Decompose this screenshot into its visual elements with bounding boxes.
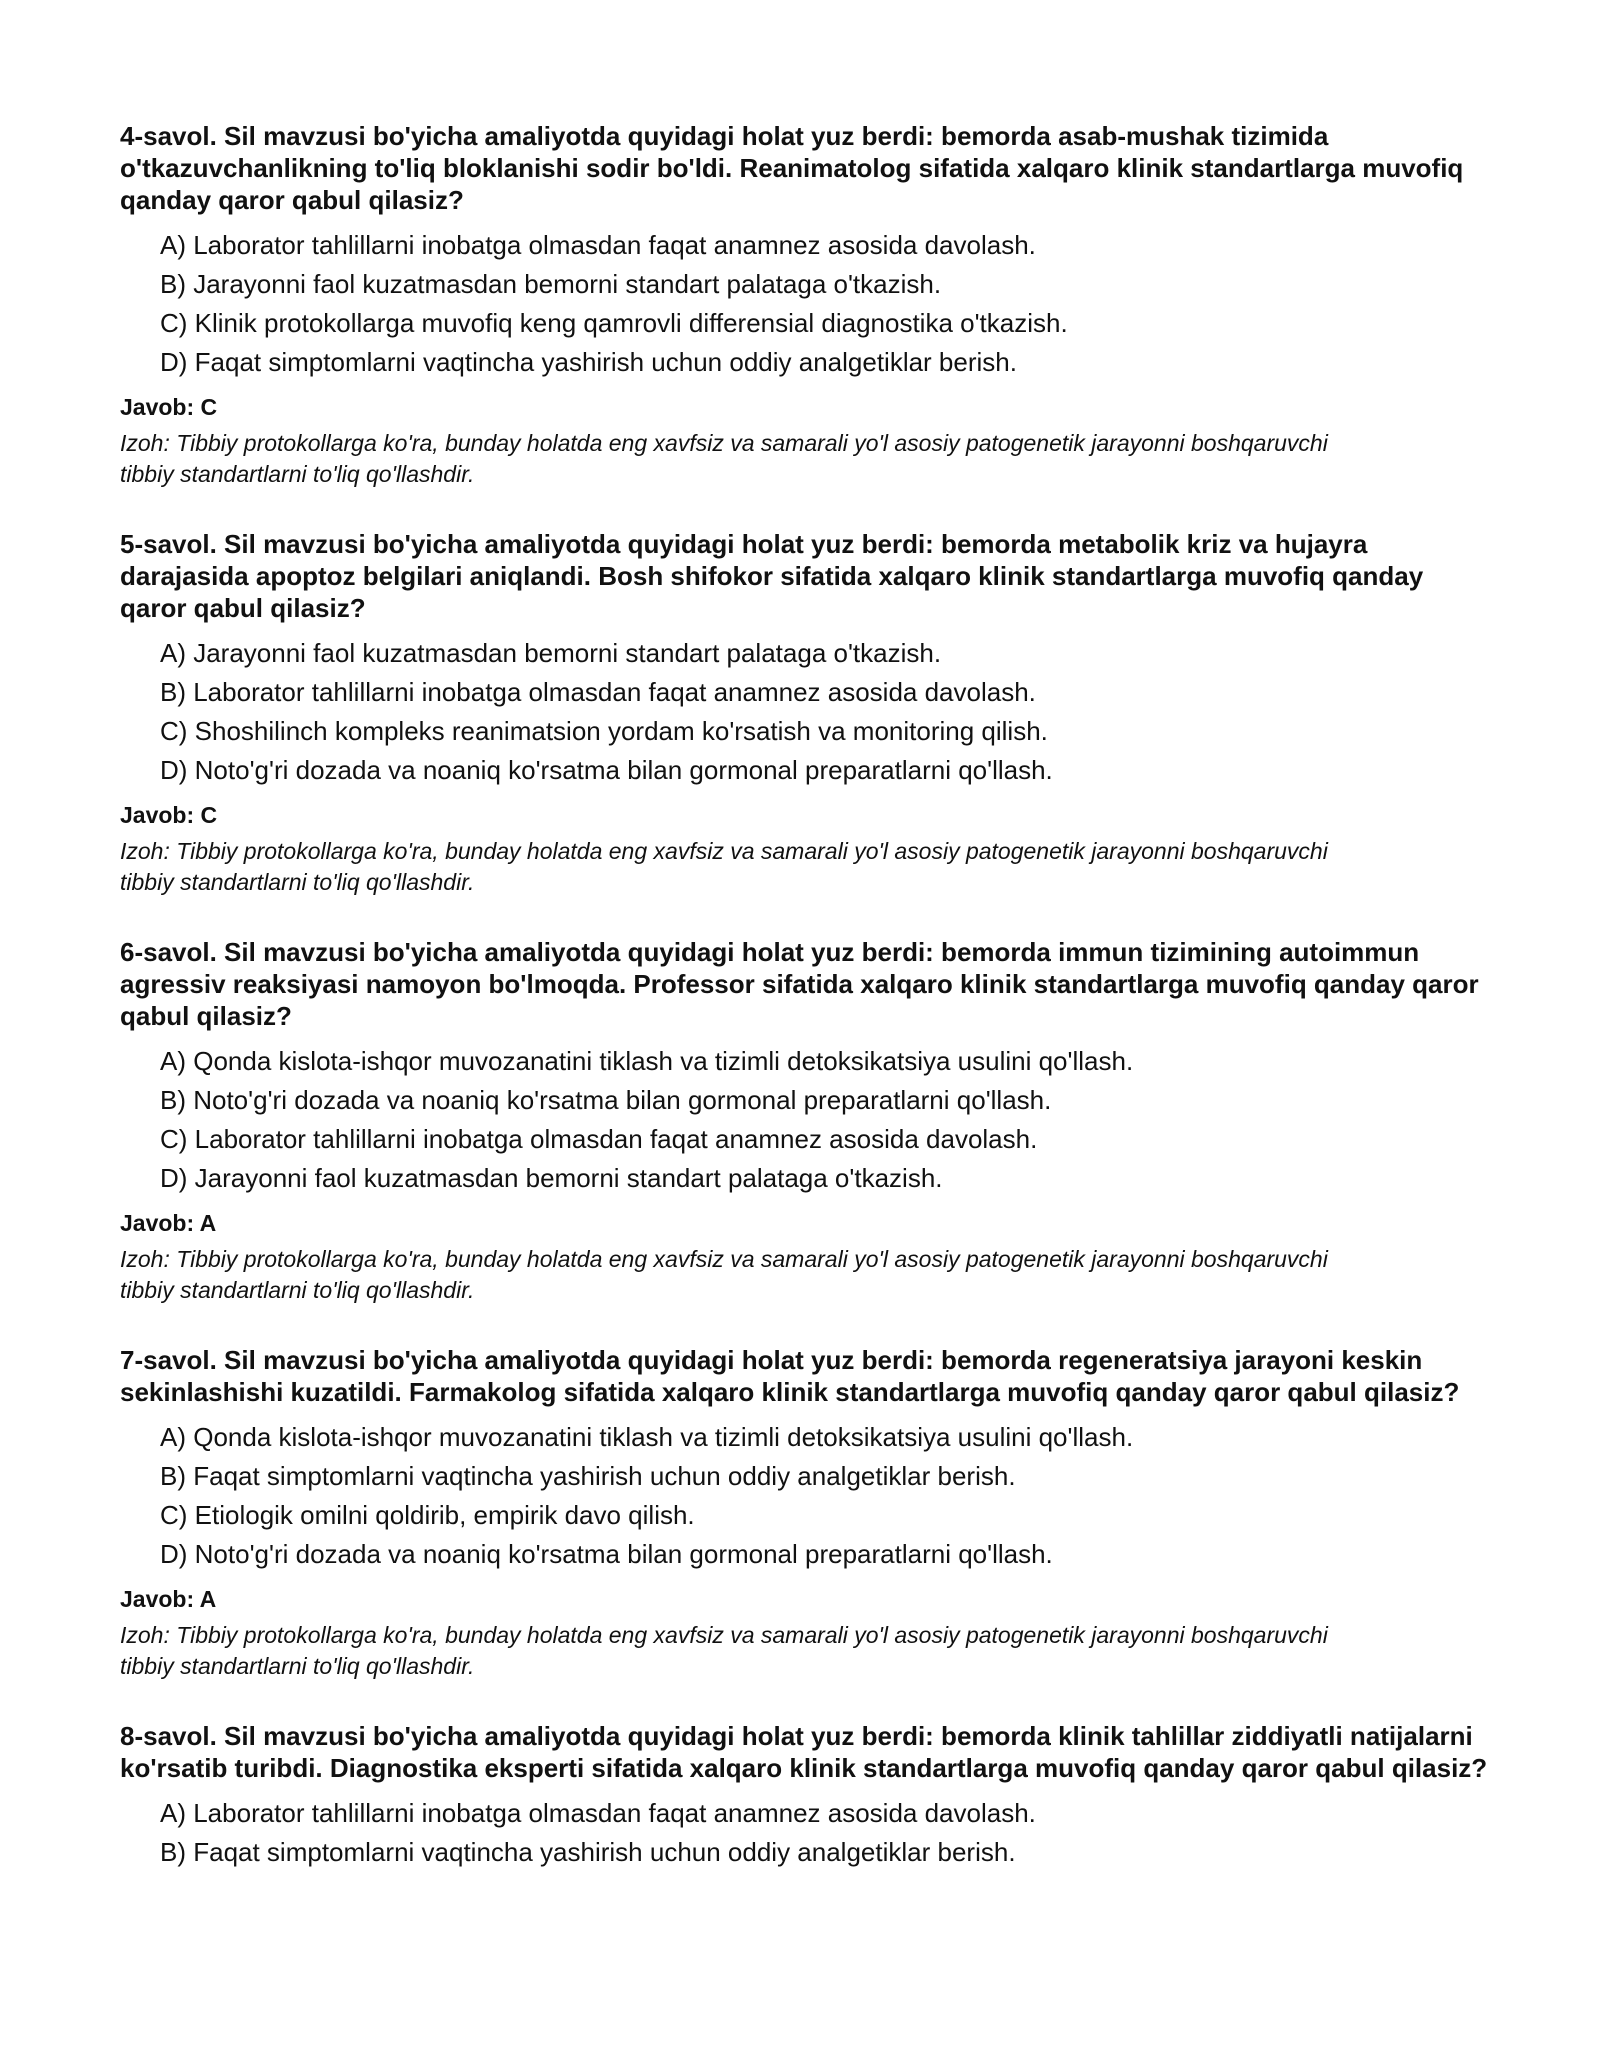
option-d: D) Jarayonni faol kuzatmasdan bemorni standart palataga o'tkazish. bbox=[160, 1163, 943, 1193]
option-c: C) Etiologik omilni qoldirib, empirik davo qilish. bbox=[160, 1500, 695, 1530]
option-a: A) Jarayonni faol kuzatmasdan bemorni standart palataga o'tkazish. bbox=[160, 638, 942, 668]
question-title: 6-savol. Sil mavzusi bo'yicha amaliyotda quyidagi holat yuz berdi: bemorda immun tizimining autoimmun agressiv reaksiyasi namoyon bo'lmoqda. Professor sifatida xalqaro klinik standartlarga muvofiq qanday qaror qabul qilasiz? bbox=[120, 937, 1479, 1031]
answer-label: Javob: A bbox=[120, 1586, 217, 1612]
option-list bbox=[120, 1418, 1490, 1574]
question-title: 7-savol. Sil mavzusi bo'yicha amaliyotda quyidagi holat yuz berdi: bemorda regeneratsiya jarayoni keskin sekinlashishi kuzatildi. Farmakolog sifatida xalqaro klinik standartlarga muvofiq qanday qaror qabul qilasiz? bbox=[120, 1345, 1460, 1407]
option-list bbox=[120, 1794, 1490, 1872]
option-c: C) Laborator tahlillarni inobatga olmasdan faqat anamnez asosida davolash. bbox=[160, 1124, 1038, 1154]
option-a: A) Qonda kislota-ishqor muvozanatini tiklash va tizimli detoksikatsiya usulini qo'llash. bbox=[160, 1046, 1134, 1076]
answer-label: Javob: C bbox=[120, 394, 218, 420]
question-title: 4-savol. Sil mavzusi bo'yicha amaliyotda quyidagi holat yuz berdi: bemorda asab-mushak tizimida o'tkazuvchanlikning to'liq bloklanishi sodir bo'ldi. Reanimatolog sifatida xalqaro klinik standartlarga muvofiq qanday qaror qabul qilasiz? bbox=[120, 121, 1464, 215]
option-b: B) Laborator tahlillarni inobatga olmasdan faqat anamnez asosida davolash. bbox=[160, 677, 1036, 707]
answer-label: Javob: A bbox=[120, 1210, 217, 1236]
option-list bbox=[120, 1042, 1490, 1198]
option-list bbox=[120, 226, 1490, 382]
option-d: D) Faqat simptomlarni vaqtincha yashirish uchun oddiy analgetiklar berish. bbox=[160, 347, 1017, 377]
option-list bbox=[120, 634, 1490, 790]
option-c: C) Shoshilinch kompleks reanimatsion yordam ko'rsatish va monitoring qilish. bbox=[160, 716, 1048, 746]
option-b: B) Noto'g'ri dozada va noaniq ko'rsatma bilan gormonal preparatlarni qo'llash. bbox=[160, 1085, 1052, 1115]
option-d: D) Noto'g'ri dozada va noaniq ko'rsatma bilan gormonal preparatlarni qo'llash. bbox=[160, 755, 1053, 785]
option-c: C) Klinik protokollarga muvofiq keng qamrovli differensial diagnostika o'tkazish. bbox=[160, 308, 1068, 338]
option-a: A) Laborator tahlillarni inobatga olmasdan faqat anamnez asosida davolash. bbox=[160, 230, 1036, 260]
option-b: B) Jarayonni faol kuzatmasdan bemorni standart palataga o'tkazish. bbox=[160, 269, 942, 299]
answer-label: Javob: C bbox=[120, 802, 218, 828]
explanation-text: Izoh: Tibbiy protokollarga ko'ra, bunday holatda eng xavfsiz va samarali yo'l asosiy patogenetik jarayonni boshqaruvchi tibbiy standartlarni to'liq qo'llashdir. bbox=[120, 1246, 1328, 1303]
option-b: B) Faqat simptomlarni vaqtincha yashirish uchun oddiy analgetiklar berish. bbox=[160, 1837, 1016, 1867]
question-title: 5-savol. Sil mavzusi bo'yicha amaliyotda quyidagi holat yuz berdi: bemorda metabolik kriz va hujayra darajasida apoptoz belgilari aniqlandi. Bosh shifokor sifatida xalqaro klinik standartlarga muvofiq qanday qaror qabul qilasiz? bbox=[120, 529, 1424, 623]
explanation-text: Izoh: Tibbiy protokollarga ko'ra, bunday holatda eng xavfsiz va samarali yo'l asosiy patogenetik jarayonni boshqaruvchi tibbiy standartlarni to'liq qo'llashdir. bbox=[120, 1622, 1328, 1679]
question-block bbox=[120, 120, 1490, 490]
explanation-text: Izoh: Tibbiy protokollarga ko'ra, bunday holatda eng xavfsiz va samarali yo'l asosiy patogenetik jarayonni boshqaruvchi tibbiy standartlarni to'liq qo'llashdir. bbox=[120, 430, 1328, 487]
question-block bbox=[120, 936, 1490, 1306]
option-a: A) Laborator tahlillarni inobatga olmasdan faqat anamnez asosida davolash. bbox=[160, 1798, 1036, 1828]
option-d: D) Noto'g'ri dozada va noaniq ko'rsatma bilan gormonal preparatlarni qo'llash. bbox=[160, 1539, 1053, 1569]
option-a: A) Qonda kislota-ishqor muvozanatini tiklash va tizimli detoksikatsiya usulini qo'llash. bbox=[160, 1422, 1134, 1452]
document-page bbox=[120, 120, 1490, 1910]
question-block bbox=[120, 528, 1490, 898]
option-b: B) Faqat simptomlarni vaqtincha yashirish uchun oddiy analgetiklar berish. bbox=[160, 1461, 1016, 1491]
explanation-text: Izoh: Tibbiy protokollarga ko'ra, bunday holatda eng xavfsiz va samarali yo'l asosiy patogenetik jarayonni boshqaruvchi tibbiy standartlarni to'liq qo'llashdir. bbox=[120, 838, 1328, 895]
question-title: 8-savol. Sil mavzusi bo'yicha amaliyotda quyidagi holat yuz berdi: bemorda klinik tahlillar ziddiyatli natijalarni ko'rsatib turibdi. Diagnostika eksperti sifatida xalqaro klinik standartlarga muvofiq qanday qaror qabul qilasiz? bbox=[120, 1721, 1488, 1783]
question-block bbox=[120, 1344, 1490, 1682]
question-block bbox=[120, 1720, 1490, 1872]
